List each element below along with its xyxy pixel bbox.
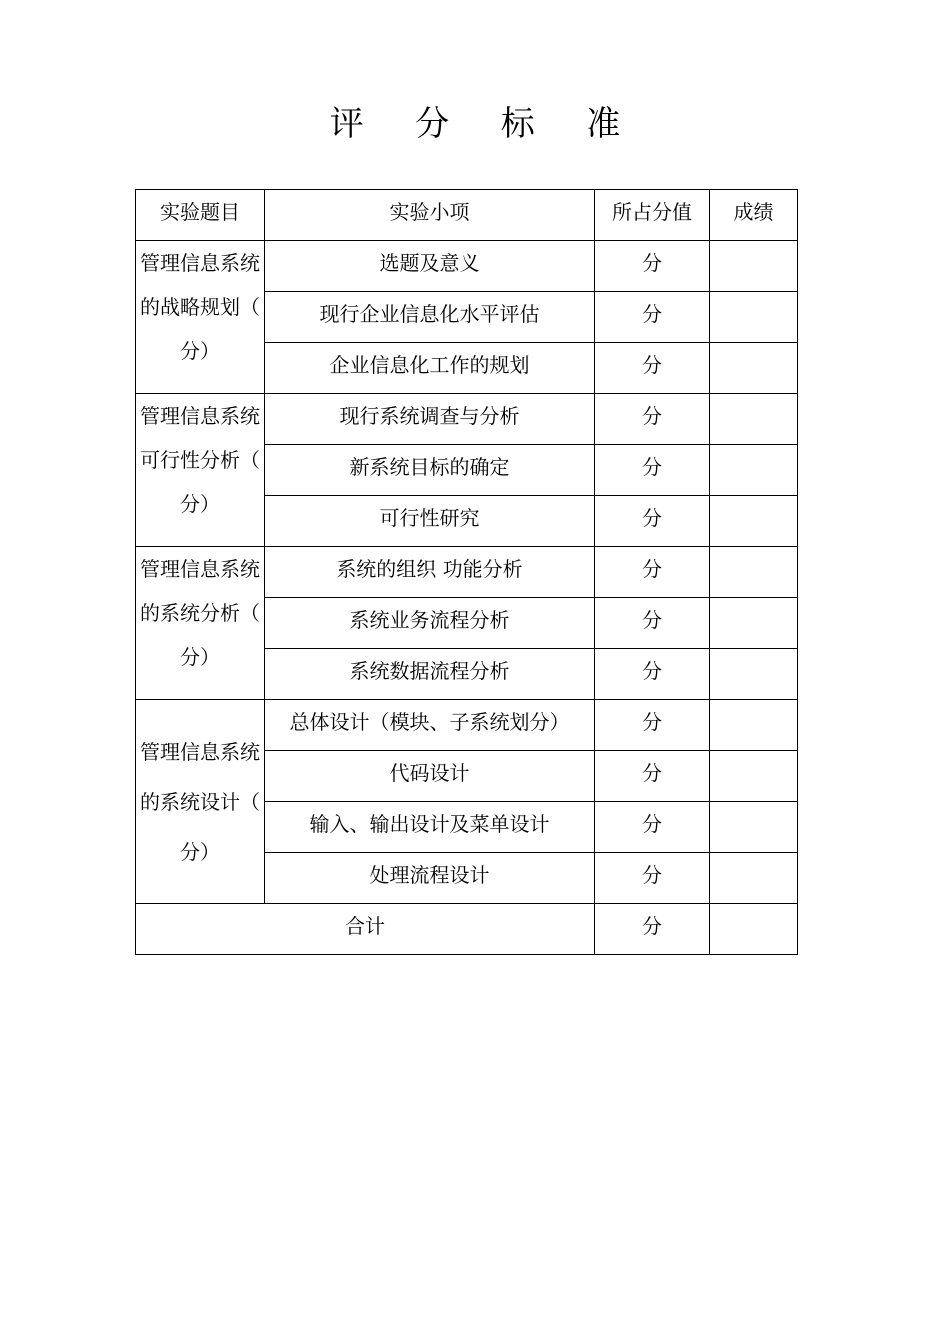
item-name: 系统数据流程分析 [265,649,595,700]
item-name: 系统的组织 功能分析 [265,547,595,598]
item-points: 分 [595,445,710,496]
item-grade [710,496,798,547]
page-title: 评 分 标 准 [329,104,641,144]
item-points: 分 [595,292,710,343]
header-points: 所占分值 [595,190,710,241]
item-points: 分 [595,547,710,598]
table-row [136,700,798,751]
total-grade [710,904,798,955]
table-row [136,547,798,598]
total-row [136,904,798,955]
item-name: 现行企业信息化水平评估 [265,292,595,343]
item-name: 处理流程设计 [265,853,595,904]
total-points: 分 [595,904,710,955]
item-points: 分 [595,598,710,649]
item-grade [710,343,798,394]
item-name: 新系统目标的确定 [265,445,595,496]
table-header-row [136,190,798,241]
item-points: 分 [595,700,710,751]
item-grade [710,649,798,700]
item-points: 分 [595,241,710,292]
item-points: 分 [595,649,710,700]
category-label: 管理信息系统可行性分析（ 分） [140,404,260,516]
header-grade: 成绩 [710,190,798,241]
item-grade [710,751,798,802]
category-cell [136,700,265,904]
category-label: 管理信息系统的系统设计（ 分） [140,739,260,864]
item-name: 系统业务流程分析 [265,598,595,649]
item-grade [710,547,798,598]
item-name: 可行性研究 [265,496,595,547]
table-row [136,394,798,445]
item-points: 分 [595,751,710,802]
total-label: 合计 [136,904,595,955]
category-label: 管理信息系统的战略规划（ 分） [140,251,260,363]
item-grade [710,241,798,292]
item-points: 分 [595,394,710,445]
item-grade [710,394,798,445]
item-grade [710,700,798,751]
item-points: 分 [595,853,710,904]
item-name: 总体设计（模块、子系统划分） [265,700,595,751]
item-grade [710,292,798,343]
item-grade [710,445,798,496]
category-cell [136,394,265,547]
item-name: 代码设计 [265,751,595,802]
item-grade [710,802,798,853]
category-cell [136,547,265,700]
item-name: 选题及意义 [265,241,595,292]
item-points: 分 [595,343,710,394]
category-cell [136,241,265,394]
item-grade [710,853,798,904]
header-experiment-topic: 实验题目 [136,190,265,241]
category-label: 管理信息系统的系统分析（ 分） [140,557,260,669]
item-points: 分 [595,802,710,853]
item-grade [710,598,798,649]
header-experiment-item: 实验小项 [265,190,595,241]
item-points: 分 [595,496,710,547]
item-name: 现行系统调查与分析 [265,394,595,445]
scoring-table [135,189,798,955]
item-name: 企业信息化工作的规划 [265,343,595,394]
table-row [136,241,798,292]
item-name: 输入、输出设计及菜单设计 [265,802,595,853]
